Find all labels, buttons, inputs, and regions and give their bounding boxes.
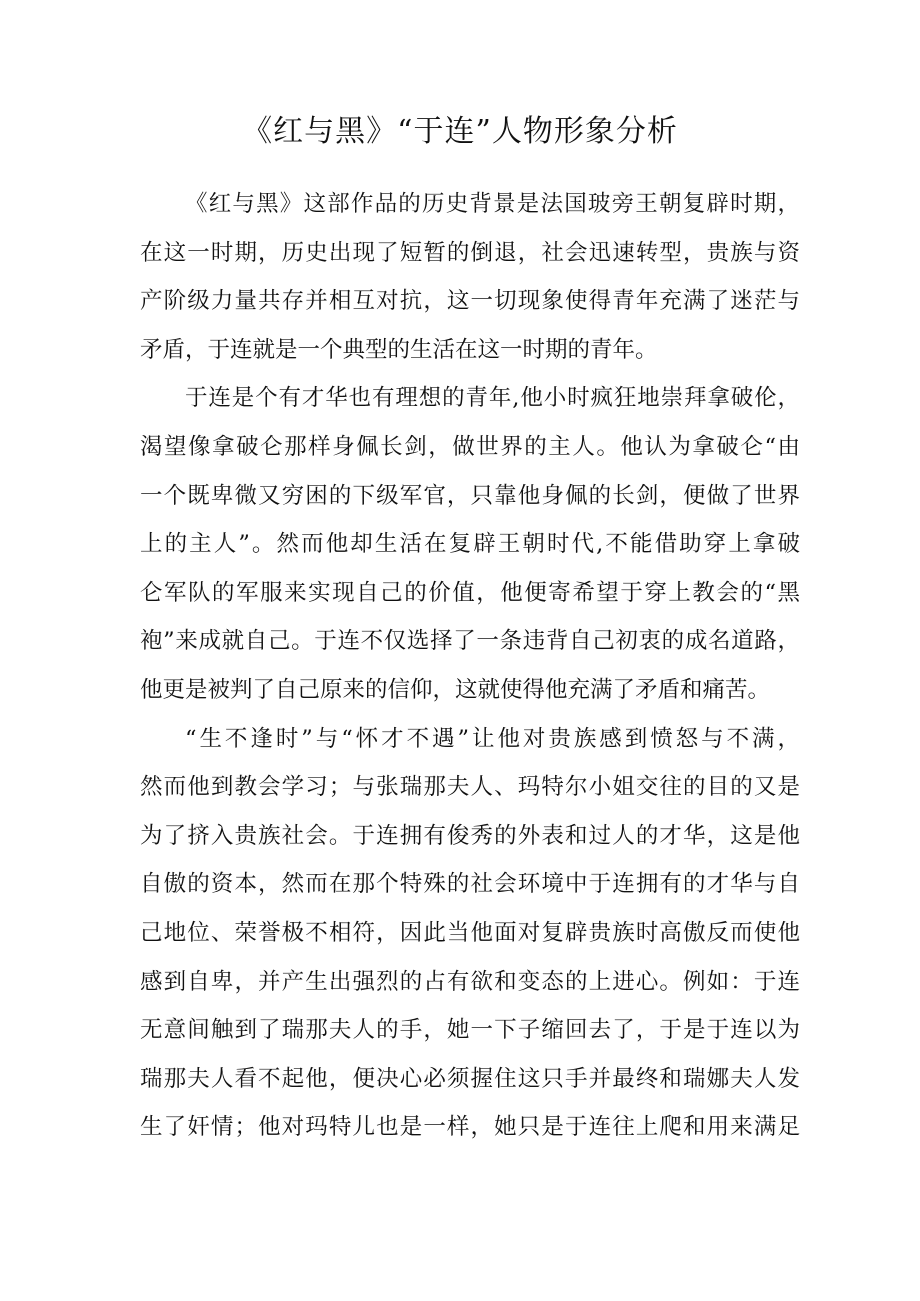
text-line: 于连是个有才华也有理想的青年,他小时疯狂地崇拜拿破伦，	[185, 385, 800, 412]
text-line: 仑军队的军服来实现自己的价值，他便寄希望于穿上教会的“黑	[140, 579, 800, 606]
text-line: 瑞那夫人看不起他，便决心必须握住这只手并最终和瑞娜夫人发	[140, 1065, 800, 1092]
text-line: 在这一时期，历史出现了短暂的倒退，社会迅速转型，贵族与资	[140, 239, 800, 266]
document-title: 《红与黑》“于连”人物形象分析	[242, 114, 678, 149]
text-line: 然而他到教会学习；与张瑞那夫人、玛特尔小姐交往的目的又是	[140, 774, 800, 801]
paragraph-2	[140, 374, 800, 714]
text-line: 矛盾，于连就是一个典型的生活在这一时期的青年。	[140, 336, 658, 363]
text-line: 感到自卑，并产生出强烈的占有欲和变态的上进心。例如：于连	[140, 968, 800, 995]
text-line: 《红与黑》这部作品的历史背景是法国玻旁王朝复辟时期，	[185, 191, 800, 217]
document-body	[140, 180, 800, 1152]
text-line: 袍”来成就自己。于连不仅选择了一条违背自己初衷的成名道路，	[140, 628, 800, 655]
text-line: 上的主人”。然而他却生活在复辟王朝时代,不能借助穿上拿破	[140, 531, 800, 558]
paragraph-1	[140, 180, 800, 374]
text-line: 渴望像拿破仑那样身佩长剑，做世界的主人。他认为拿破仑“由	[140, 433, 800, 460]
text-line: 无意间触到了瑞那夫人的手，她一下子缩回去了，于是于连以为	[140, 1017, 800, 1044]
text-line: “生不逢时”与“怀才不遇”让他对贵族感到愤怒与不满，	[185, 725, 800, 752]
text-line: 产阶级力量共存并相互对抗，这一切现象使得青年充满了迷茫与	[140, 288, 800, 315]
text-line: 己地位、荣誉极不相符，因此当他面对复辟贵族时高傲反而使他	[140, 919, 800, 946]
text-line: 他更是被判了自己原来的信仰，这就使得他充满了矛盾和痛苦。	[140, 676, 771, 703]
text-line: 为了挤入贵族社会。于连拥有俊秀的外表和过人的才华，这是他	[140, 822, 800, 849]
paragraph-3	[140, 715, 800, 1152]
text-line: 一个既卑微又穷困的下级军官，只靠他身佩的长剑，便做了世界	[140, 482, 800, 509]
text-line: 自傲的资本，然而在那个特殊的社会环境中于连拥有的才华与自	[140, 871, 800, 898]
text-line: 生了奸情；他对玛特儿也是一样，她只是于连往上爬和用来满足	[140, 1114, 800, 1141]
